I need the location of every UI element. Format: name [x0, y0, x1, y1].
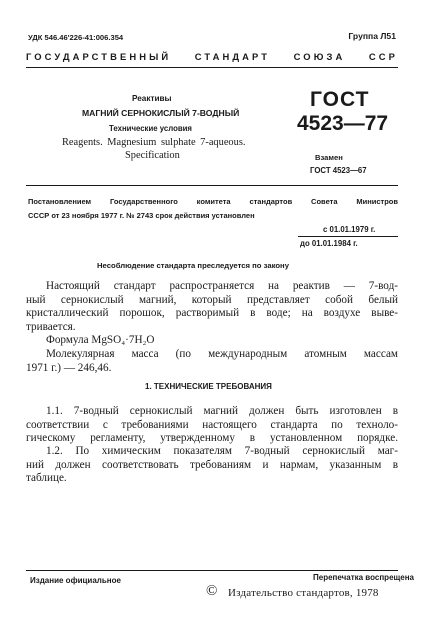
p11-line: гическому регламенту, утвержденному в установленном порядке.	[26, 432, 398, 445]
gost-label: ГОСТ	[310, 88, 370, 111]
publisher: Издательство стандартов, 1978	[228, 587, 379, 599]
formula-label: Формула	[46, 334, 89, 347]
reagents-label: Реактивы	[132, 94, 172, 103]
spec-en-line2: Specification	[125, 150, 180, 161]
group-code: Группа Л51	[348, 31, 396, 41]
p12-line: 1.2. По химическим показателям 7-водный сернокислый маг-	[46, 445, 398, 457]
section-heading: 1. ТЕХНИЧЕСКИЕ ТРЕБОВАНИЯ	[145, 382, 272, 391]
valid-from: с 01.01.1979 г.	[323, 225, 376, 234]
law-warning-text: Несоблюдение стандарта преследуется по закону	[97, 261, 289, 270]
decree-line1: Постановлением Государственного комитета стандартов Совета Министров	[28, 197, 398, 206]
standard-line: ГОСУДАРСТВЕННЫЙ СТАНДАРТ СОЮЗА ССР	[26, 51, 398, 62]
p12-line: ний должен соответствовать требованиям и нармам, указанным в	[26, 458, 398, 471]
formula: MgSO₄·7H₂O	[91, 334, 155, 347]
formula-line	[26, 334, 398, 348]
decree-line2: СССР от 23 ноября 1977 г. № 2743 срок действия установлен	[28, 211, 255, 220]
copyright-icon: ©	[206, 583, 218, 599]
spec-ru: Технические условия	[109, 124, 192, 133]
header-rule	[26, 67, 398, 68]
replaces-label: Взамен	[315, 153, 343, 162]
intro-line: кристаллический порошок, растворимый в воде; на воздухе выве-	[26, 307, 398, 320]
mass-line: 1971 г.) — 246,46.	[26, 361, 112, 374]
paragraph-1-2	[26, 445, 398, 486]
gost-number: 4523—77	[297, 112, 389, 135]
spec-en-line1: Reagents. Magnesium sulphate 7-aqueous.	[62, 137, 246, 148]
intro-line: тривается.	[26, 320, 76, 333]
product-name: МАГНИЙ СЕРНОКИСЛЫЙ 7-ВОДНЫЙ	[82, 108, 240, 118]
udk-code: УДК 546.46'226-41:006.354	[28, 33, 124, 42]
footer-rule	[26, 570, 398, 571]
p12-line: таблице.	[26, 472, 67, 485]
p11-line: соответствии с требованиями настоящего стандарта по техноло-	[26, 418, 398, 431]
p11-line: 1.1. 7-водный сернокислый магний должен быть изготовлен в	[46, 405, 398, 417]
paragraph-1-1	[26, 405, 398, 446]
validity-rule	[298, 236, 398, 237]
replaces-value: ГОСТ 4523—67	[310, 166, 367, 175]
intro-line: ный сернокислый магний, который представляет собой белый	[26, 293, 398, 306]
title-rule	[26, 185, 398, 186]
intro-line: Настоящий стандарт распространяется на реактив — 7-вод-	[46, 280, 398, 292]
reprint-notice: Перепечатка воспрещена	[313, 573, 414, 582]
valid-until: до 01.01.1984 г.	[300, 239, 358, 248]
official-edition: Издание официальное	[30, 576, 121, 585]
mass-line: Молекулярная масса (по международным атомным массам	[46, 347, 398, 360]
intro-paragraph	[26, 280, 398, 375]
